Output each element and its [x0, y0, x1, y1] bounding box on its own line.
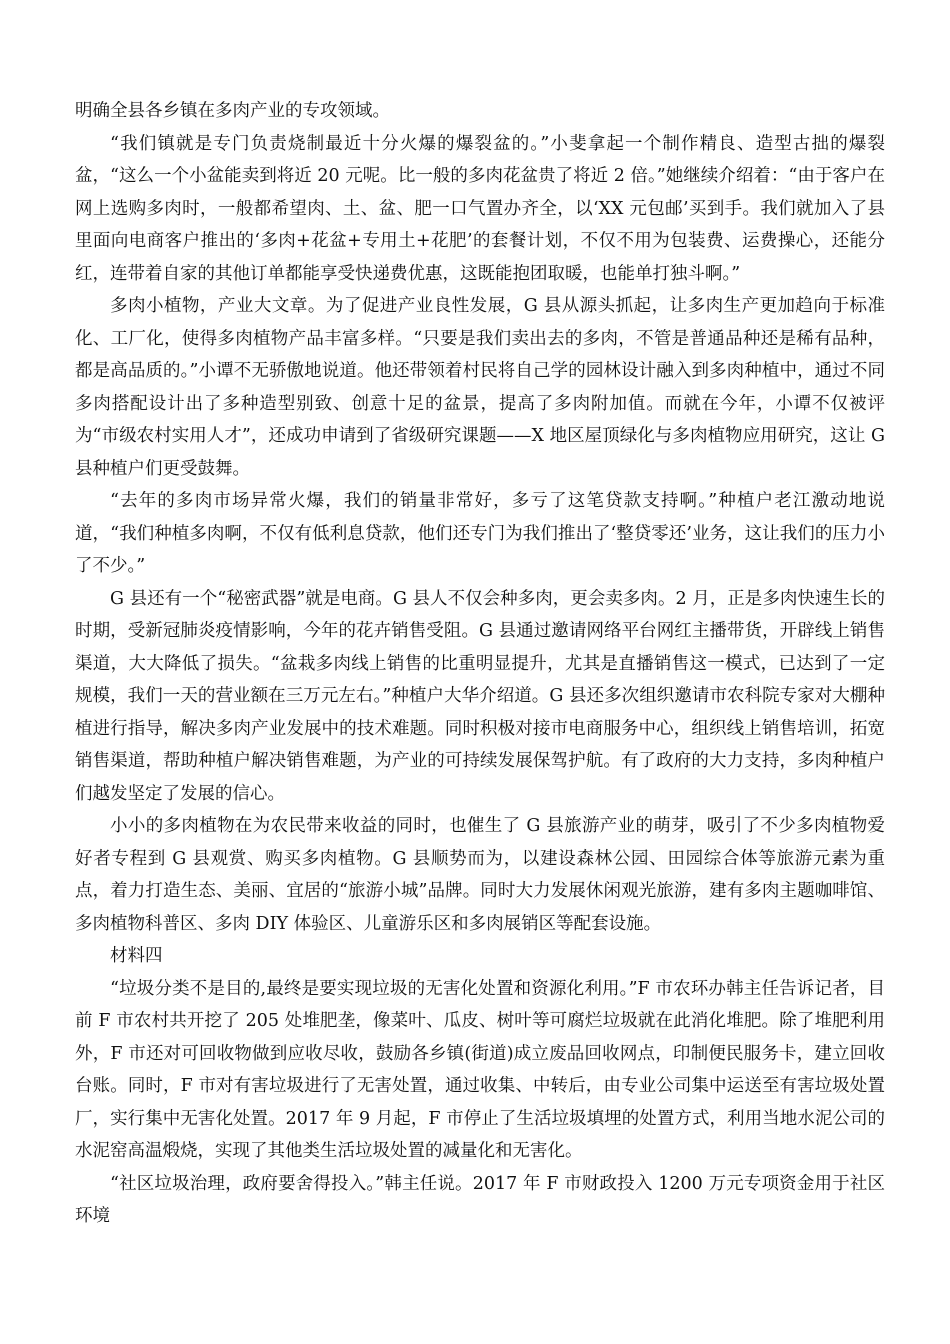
paragraph-ecommerce: G 县还有一个“秘密武器”就是电商。G 县人不仅会种多肉，更会卖多肉。2 月，正是多肉快速生长的时期，受新冠肺炎疫情影响，今年的花卉销售受阻。G 县通过邀请网络平台网红主播带货，开辟线上销售渠道，大大降低了损失。“盆栽多肉线上销售的比重明显提升，尤其是直播销售这一模式，已达到了一定规模，我们一天的营业额在三万元左右。”种植户大华介绍道。G 县还多次组织邀请市农科院专家对大棚种植进行指导，解决多肉产业发展中的技术难题。同时积极对接市电商服务中心，组织线上销售培训，拓宽销售渠道，帮助种植户解决销售难题，为产业的可持续发展保驾护航。有了政府的大力支持，多肉种植户们越发坚定了发展的信心。 — [75, 588, 885, 804]
paragraph-tourism: 小小的多肉植物在为农民带来收益的同时，也催生了 G 县旅游产业的萌芽，吸引了不少多肉植物爱好者专程到 G 县观赏、购买多肉植物。G 县顺势而为，以建设森林公园、田园综合体等旅游元素为重点，着力打造生态、美丽、宜居的“旅游小城”品牌。同时大力发展休闲观光旅游，建有多肉主题咖啡馆、多肉植物科普区、多肉 DIY 体验区、儿童游乐区和多肉展销区等配套设施。 — [75, 816, 885, 934]
document-page — [75, 95, 885, 1233]
paragraph-waste-sorting: “垃圾分类不是目的,最终是要实现垃圾的无害化处置和资源化利用。”F 市农环办韩主任告诉记者，目前 F 市农村共开挖了 205 处堆肥垄，像菜叶、瓜皮、树叶等可腐烂垃圾就在此消化堆肥。除了堆肥利用外，F 市还对可回收物做到应收尽收，鼓励各乡镇(街道)成立废品回收网点，印制便民服务卡，建立回收台账。同时，F 市对有害垃圾进行了无害处置，通过收集、中转后，由专业公司集中运送至有害垃圾处置厂，实行集中无害化处置。2017 年 9 月起，F 市停止了生活垃圾填埋的处置方式，利用当地水泥公司的水泥窑高温煅烧，实现了其他类生活垃圾处置的减量化和无害化。 — [75, 978, 885, 1161]
paragraph-loan-quote: “去年的多肉市场异常火爆，我们的销量非常好，多亏了这笔贷款支持啊。”种植户老江激动地说道，“我们种植多肉啊，不仅有低利息贷款，他们还专门为我们推出了‘整贷零还’业务，这让我们的压力小了不少。” — [75, 491, 885, 576]
paragraph-pot-quote: “我们镇就是专门负责烧制最近十分火爆的爆裂盆的。”小斐拿起一个制作精良、造型古拙的爆裂盆，“这么一个小盆能卖到将近 20 元呢。比一般的多肉花盆贵了将近 2 倍。”她继续介绍着：“由于客户在网上选购多肉时，一般都希望肉、土、盆、肥一口气置办齐全，以‘XX 元包邮’买到手。我们就加入了县里面向电商客户推出的‘多肉+花盆+专用土+花肥’的套餐计划，不仅不用为包装费、运费操心，还能分红，连带着自家的其他订单都能享受快递费优惠，这既能抱团取暖，也能单打独斗啊。” — [75, 133, 885, 284]
paragraph-continuation: 明确全县各乡镇在多肉产业的专攻领域。 — [75, 101, 390, 121]
paragraph-community-investment: “社区垃圾治理，政府要舍得投入。”韩主任说。2017 年 F 市财政投入 1200 万元专项资金用于社区环境 — [75, 1173, 885, 1226]
paragraph-industry: 多肉小植物，产业大文章。为了促进产业良性发展，G 县从源头抓起，让多肉生产更加趋向于标准化、工厂化，使得多肉植物产品丰富多样。“只要是我们卖出去的多肉，不管是普通品种还是稀有品种，都是高品质的。”小谭不无骄傲地说道。他还带领着村民将自己学的园林设计融入到多肉种植中，通过不同多肉搭配设计出了多种造型别致、创意十足的盆景，提高了多肉附加值。而就在今年，小谭不仅被评为“市级农村实用人才”，还成功申请到了省级研究课题——X 地区屋顶绿化与多肉植物应用研究，这让 G 县种植户们更受鼓舞。 — [75, 296, 885, 479]
section-heading-material-four: 材料四 — [110, 946, 163, 966]
